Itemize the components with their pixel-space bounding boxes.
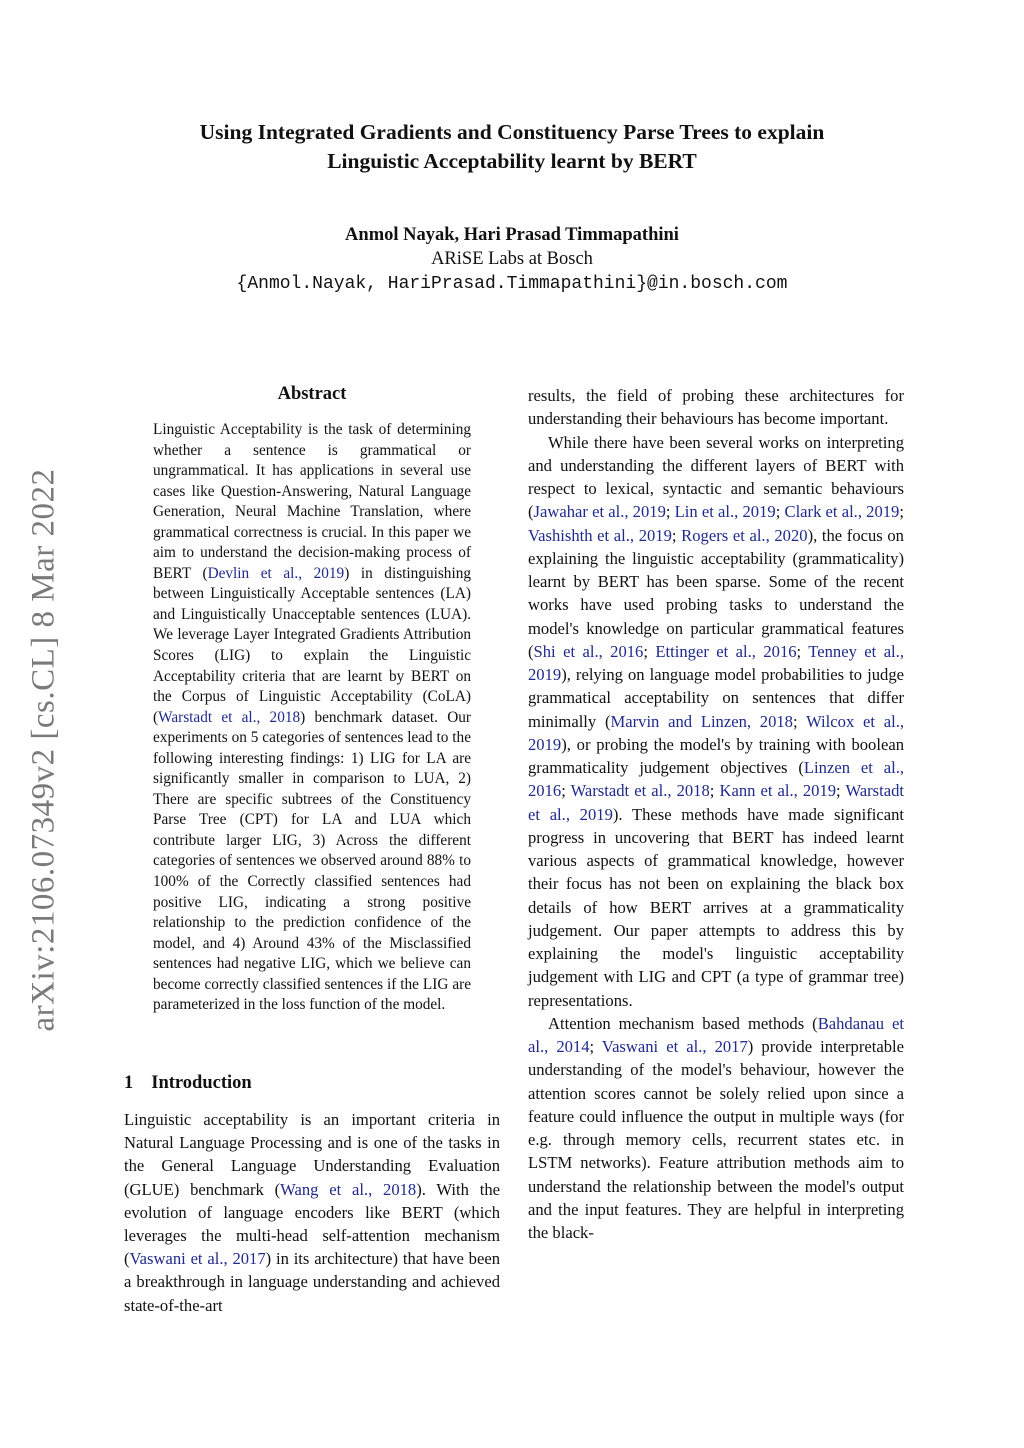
body-text: ), relying on language model probabilities to judge grammatical acceptability on sentences that differ minimally ( (528, 665, 904, 731)
citation-link[interactable]: Clark et al., 2019 (784, 502, 900, 522)
abstract-heading: Abstract (277, 384, 347, 404)
body-text: Attention mechanism based methods ( (548, 1013, 818, 1033)
separator: ; (589, 1037, 602, 1056)
citation-link[interactable]: Devlin et al., 2019 (207, 564, 345, 582)
abstract-body (153, 420, 471, 1016)
separator: ; (671, 525, 682, 545)
separator: ; (643, 641, 656, 661)
body-text: ), the focus on explaining the linguistic acceptability (grammaticality) learnt by BERT has been sparse. Some of the recent works have used probing tasks to understand the model's knowledge on particular grammatical features ( (528, 525, 904, 661)
paper-title (120, 118, 904, 176)
author-affiliation: ARiSE Labs at Bosch (431, 249, 593, 269)
citation-link[interactable]: Vashishth et al., 2019 (528, 525, 672, 545)
citation-link[interactable]: Ettinger et al., 2016 (655, 641, 797, 661)
separator: ; (709, 781, 720, 801)
author-block (0, 224, 1024, 297)
abstract-text: ) benchmark dataset. Our experiments on 5 categories of sentences lead to the following interesting findings: 1) LIG for LA are significantly smaller in comparison to LUA, 2) There are specific subtrees of the Constituency Parse Tree (CPT) for LA and LUA which contribute larger LIG, 3) Across the different categories of sentences we observed around 88% to 100% of the Correctly classified sentences had positive LIG, indicating a strong positive relationship to the prediction confidence of the model, and 4) Around 43% of the Misclassified sentences had negative LIG, which we believe can become correctly classified sentences if the LIG are parameterized in the loss function of the model. (153, 708, 471, 1014)
citation-link[interactable]: Wilcox et al., 2019 (528, 711, 904, 754)
title-line-2: Linguistic Acceptability learnt by BERT (327, 149, 697, 173)
body-text: ), or probing the model's by training with boolean grammaticality judgement objectives ( (528, 734, 904, 777)
separator: ; (899, 502, 904, 522)
separator: ; (665, 502, 675, 522)
paragraph (528, 1012, 904, 1245)
citation-link[interactable]: Linzen et al., 2016 (528, 758, 904, 801)
body-text: While there have been several works on interpreting and understanding the different layers of BERT with respect to lexical, syntactic and semantic behaviours ( (528, 432, 904, 522)
arxiv-identifier: arXiv:2106.07349v2 [cs.CL] 8 Mar 2022 (25, 468, 62, 1032)
introduction-body (124, 1108, 500, 1317)
citation-link[interactable]: Shi et al., 2016 (533, 641, 644, 661)
abstract-text: Linguistic Acceptability is the task of determining whether a sentence is grammatical or ungrammatical. It has applications in several use cases like Question-Answering, Natural Language Generation, Neural Machine Translation, where grammatical correctness is crucial. In this paper we aim to understand the decision-making process of BERT ( (153, 421, 471, 582)
separator: ; (796, 641, 809, 661)
abstract-text: ) in distinguishing between Linguistically Acceptable sentences (LA) and Linguistically Unacceptable sentences (LUA). We leverage Layer Integrated Gradients Attribution Scores (LIG) to explain the Linguistic Acceptability criteria that are learnt by BERT on the Corpus of Linguistic Acceptability (CoLA) ( (153, 564, 471, 726)
citation-link[interactable]: Warstadt et al., 2018 (158, 708, 301, 726)
citation-link[interactable]: Marvin and Linzen, 2018 (610, 711, 793, 731)
citation-link[interactable]: Kann et al., 2019 (719, 781, 837, 801)
paragraph (528, 431, 904, 1012)
citation-link[interactable]: Vaswani et al., 2017 (129, 1249, 266, 1269)
author-names: Anmol Nayak, Hari Prasad Timmapathini (345, 225, 679, 245)
title-line-1: Using Integrated Gradients and Constituency Parse Trees to explain (199, 120, 825, 144)
citation-link[interactable]: Vaswani et al., 2017 (601, 1037, 748, 1056)
section-number: 1 (124, 1073, 134, 1093)
citation-link[interactable]: Warstadt et al., 2019 (528, 781, 905, 824)
section-heading-introduction (124, 1073, 252, 1094)
intro-text: ) in its architecture) that have been a breakthrough in language understanding and achieved state-of-the-art (124, 1249, 500, 1315)
separator: ; (836, 781, 846, 801)
section-title: Introduction (151, 1073, 252, 1093)
separator: ; (792, 711, 807, 731)
paragraph: results, the field of probing these architectures for understanding their behaviours has become important. (528, 386, 904, 429)
separator: ; (775, 502, 785, 522)
citation-link[interactable]: Lin et al., 2019 (674, 502, 776, 522)
intro-text: Linguistic acceptability is an important criteria in Natural Language Processing and is one of the tasks in the General Language Understanding Evaluation (GLUE) benchmark ( (124, 1110, 500, 1199)
separator: ; (561, 781, 571, 801)
author-email: {Anmol.Nayak, HariPrasad.Timmapathini}@in.bosch.com (236, 274, 788, 294)
intro-text: ). With the evolution of language encoders like BERT (which leverages the multi-head self-attention mechanism ( (124, 1179, 500, 1269)
citation-link[interactable]: Warstadt et al., 2018 (570, 781, 710, 801)
citation-link[interactable]: Rogers et al., 2020 (681, 525, 808, 545)
citation-link[interactable]: Bahdanau et al., 2014 (528, 1013, 904, 1056)
right-column (528, 384, 904, 1244)
body-text: ) provide interpretable understanding of the model's behaviour, however the attention scores cannot be solely relied upon since a feature could influence the output in multiple ways (for e.g. through memory cells, recurrent states etc. in LSTM networks). Feature attribution methods aim to understand the relationship between the model's output and the input features. They are helpful in interpreting the black- (528, 1037, 904, 1242)
citation-link[interactable]: Tenney et al., 2019 (528, 641, 904, 684)
citation-link[interactable]: Wang et al., 2018 (280, 1179, 417, 1199)
citation-link[interactable]: Jawahar et al., 2019 (533, 502, 666, 522)
body-text: ). These methods have made significant progress in uncovering that BERT has indeed learnt various aspects of grammatical knowledge, however their focus has not been on explaining the black box details of how BERT arrives at a grammaticality judgement. Our paper attempts to address this by explaining the model's linguistic acceptability judgement with LIG and CPT (a type of grammar tree) representations. (528, 804, 904, 1010)
